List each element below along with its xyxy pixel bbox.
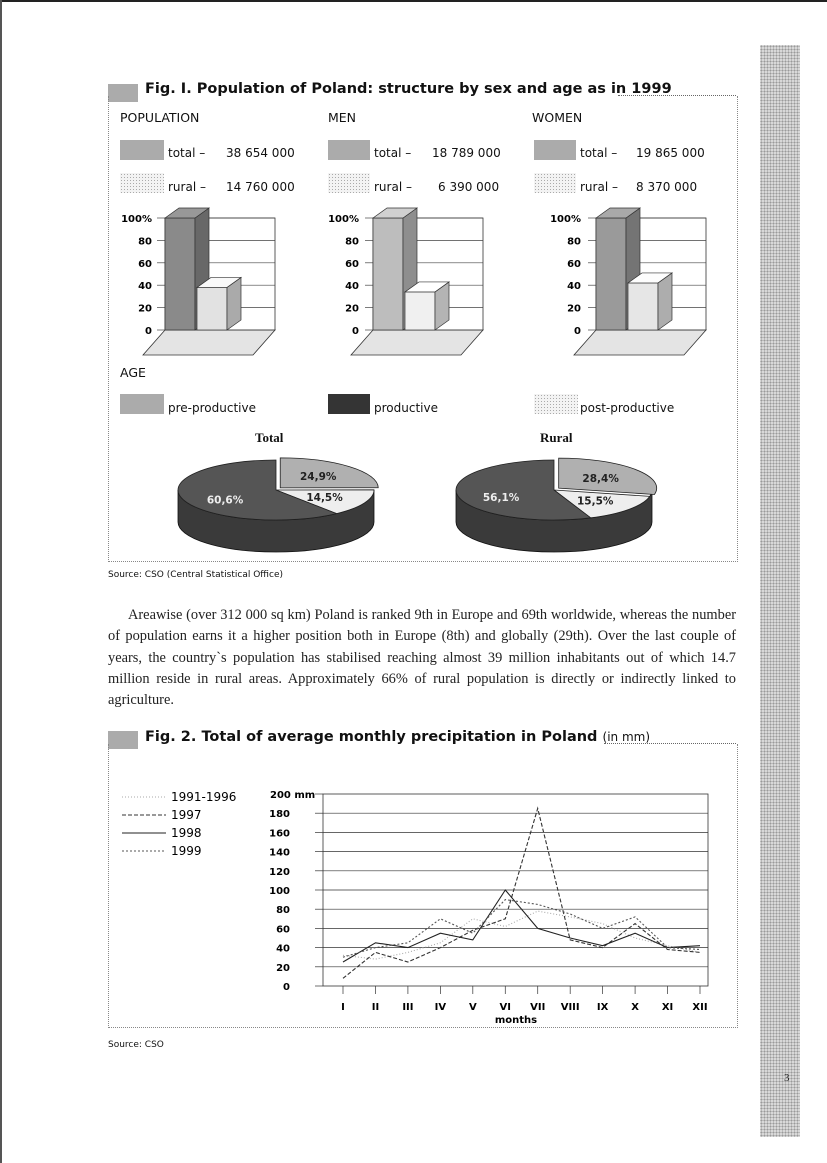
x-tick-label: XI	[661, 1002, 674, 1013]
y-tick-label: 180	[269, 809, 290, 821]
productive-swatch	[328, 394, 370, 414]
bar-tick-label: 40	[345, 281, 359, 293]
men-heading: MEN	[328, 110, 357, 125]
page-number: 3	[784, 1072, 790, 1084]
legend-label-1999: 1999	[171, 844, 202, 858]
x-tick-label: IX	[596, 1002, 609, 1013]
x-tick-label: XII	[692, 1002, 708, 1013]
pie-value-label: 28,4%	[582, 472, 619, 485]
pie-charts	[0, 440, 827, 560]
women-total-value: 19 865 000	[636, 146, 705, 160]
pie-chart	[456, 458, 657, 552]
bar-floor	[143, 330, 275, 355]
body-paragraph: Areawise (over 312 000 sq km) Poland is ranked 9th in Europe and 69th worldwide, whereas the number of population earns it a higher position both in Europe (8th) and globally (29th). Over the last couple of years, the country`s population has stabilised reaching almost 39 million inhabitants out of which 14.7 million reside in rural areas. Approximately 66% of rural population is directly or indirectly linked to agriculture.	[108, 607, 736, 709]
y-tick-label: 60	[276, 924, 290, 936]
bar-tick-label: 0	[145, 326, 152, 337]
bar-tick-label: 40	[138, 281, 152, 293]
bar-tick-label: 100%	[550, 214, 581, 225]
fig2-source: Source: CSO	[108, 1040, 164, 1050]
pie-value-label: 56,1%	[482, 492, 520, 505]
population-total-value: 38 654 000	[226, 146, 295, 160]
legend-productive: productive	[374, 401, 438, 415]
y-tick-label: 40	[276, 943, 290, 955]
x-tick-label: V	[468, 1002, 477, 1013]
women-rural-label: rural –	[580, 180, 618, 194]
bar-rural	[405, 292, 435, 330]
y-tick-label: 80	[276, 905, 290, 917]
y-tick-label: 200 mm	[270, 790, 316, 801]
fig2-title: Fig. 2. Total of average monthly precipitation in Poland	[145, 729, 598, 745]
x-tick-label: III	[402, 1002, 414, 1013]
x-tick-label: VII	[530, 1002, 546, 1013]
women-total-label: total –	[580, 146, 618, 160]
legend-label-1998: 1998	[171, 826, 202, 840]
x-tick-label: X	[631, 1002, 639, 1013]
y-tick-label: 0	[283, 982, 290, 993]
x-tick-label: II	[371, 1002, 380, 1013]
x-tick-label: VIII	[560, 1002, 580, 1013]
bar-tick-label: 60	[567, 258, 581, 270]
x-tick-label: IV	[434, 1002, 447, 1013]
women-rural-value: 8 370 000	[636, 180, 698, 194]
bar-floor	[351, 330, 483, 355]
bar-tick-label: 20	[345, 303, 359, 315]
age-heading: AGE	[120, 365, 146, 380]
y-tick-label: 100	[269, 886, 290, 897]
bar-total	[373, 218, 403, 330]
bar-tick-label: 0	[352, 326, 359, 337]
x-tick-label: VI	[499, 1002, 512, 1013]
fig1-title: Fig. I. Population of Poland: structure by sex and age as in 1999	[145, 81, 672, 97]
bar-tick-label: 80	[138, 236, 152, 248]
bar-chart-panel	[550, 208, 706, 355]
pie-value-label: 14,5%	[306, 492, 343, 505]
pre-productive-swatch	[120, 394, 164, 414]
men-rural-label: rural –	[374, 180, 412, 194]
pie-rural-title: Rural	[540, 430, 573, 445]
bar-charts	[0, 0, 827, 380]
women-heading: WOMEN	[532, 110, 583, 125]
fig1-source: Source: CSO (Central Statistical Office)	[108, 570, 283, 580]
population-rural-value: 14 760 000	[226, 180, 295, 194]
bar-tick-label: 100%	[328, 214, 359, 225]
pie-value-label: 15,5%	[576, 495, 614, 508]
bar-tick-label: 20	[567, 303, 581, 315]
bar-tick-label: 60	[138, 258, 152, 270]
precipitation-line-chart	[0, 740, 760, 1030]
bar-chart-panel	[328, 208, 483, 355]
pie-total-title: Total	[255, 430, 284, 445]
fig2-unit: (in mm)	[602, 730, 651, 744]
bar-tick-label: 80	[345, 236, 359, 248]
pie-chart	[178, 458, 378, 552]
y-tick-label: 20	[276, 962, 290, 974]
bar-chart-panel	[121, 208, 275, 355]
legend-label-1997: 1997	[171, 808, 202, 822]
bar-tick-label: 40	[567, 281, 581, 293]
x-tick-label: I	[341, 1002, 345, 1013]
population-total-label: total –	[168, 146, 206, 160]
y-tick-label: 160	[269, 828, 290, 840]
bar-tick-label: 100%	[121, 214, 152, 225]
bar-rural	[628, 283, 658, 330]
post-productive-swatch	[534, 394, 578, 414]
men-total-label: total –	[374, 146, 412, 160]
bar-rural	[197, 287, 227, 330]
legend-post-productive: post-productive	[580, 401, 675, 415]
y-tick-label: 140	[269, 847, 290, 859]
men-rural-value: 6 390 000	[438, 180, 500, 194]
bar-total	[165, 218, 195, 330]
bar-total	[596, 218, 626, 330]
x-axis-label: months	[494, 1015, 538, 1026]
bar-tick-label: 0	[574, 326, 581, 337]
men-total-value: 18 789 000	[432, 146, 501, 160]
bar-tick-label: 80	[567, 236, 581, 248]
bar-floor	[574, 330, 706, 355]
population-rural-label: rural –	[168, 180, 206, 194]
pie-value-label: 24,9%	[300, 471, 337, 484]
y-tick-label: 120	[269, 866, 290, 878]
legend-label-1991-1996: 1991-1996	[171, 790, 237, 804]
population-heading: POPULATION	[120, 110, 200, 125]
bar-tick-label: 20	[138, 303, 152, 315]
pie-value-label: 60,6%	[206, 494, 244, 507]
bar-tick-label: 60	[345, 258, 359, 270]
legend-pre-productive: pre-productive	[168, 401, 256, 415]
